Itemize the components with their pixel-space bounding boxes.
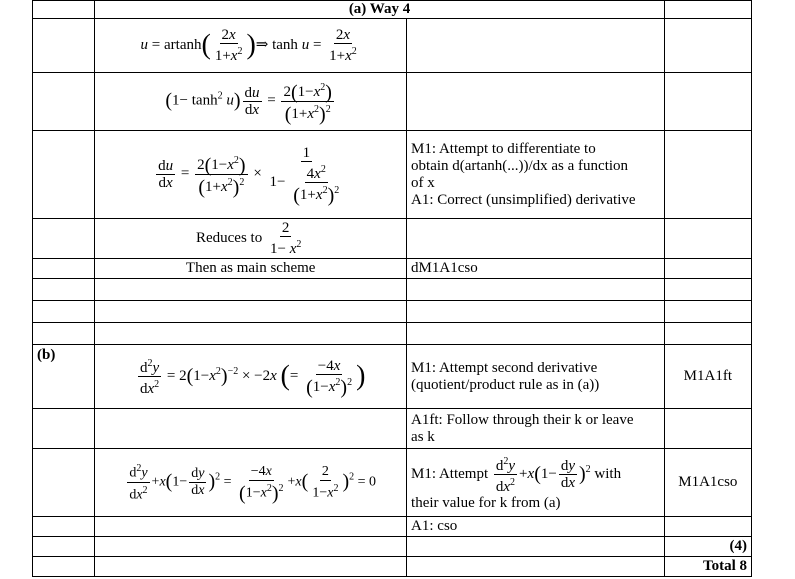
blank-cell (33, 323, 95, 345)
blank-cell (664, 259, 751, 279)
blank-cell (407, 557, 665, 577)
guidance-notes (407, 131, 665, 219)
blank-cell (407, 301, 665, 323)
blank-cell (407, 537, 665, 557)
blank-cell (33, 73, 95, 131)
blank-cell (33, 219, 95, 259)
note-line: obtain d(artanh(...))/dx as a function (411, 157, 629, 174)
blank-cell (664, 19, 751, 73)
guidance-notes: M1: Attempt $\frac{d^2y}{dx^2}$ +x(1− $\frac{dy}{dx}$ )$^2$ with their value for k from (a) (407, 449, 665, 517)
working-reduces: Reduces to $\frac{2}{1- x^2}$ (95, 219, 407, 259)
blank-cell (95, 323, 407, 345)
mark-allocation: M1A1cso (664, 449, 751, 517)
blank-cell (95, 537, 407, 557)
note-line: of x (411, 174, 435, 191)
blank-cell (664, 1, 751, 19)
working-second-derivative: $\frac{d^2y}{dx^2}$ = $2(1-x^2)^{-2} \times -2x$ (= $\frac{-4x}{(1-x^2)^2}$ ) (95, 345, 407, 409)
blank-cell (664, 517, 751, 537)
blank-cell (33, 409, 95, 449)
blank-cell (407, 19, 665, 73)
marks-total: Total 8 (664, 557, 751, 577)
working-artanh-definition: u = artanh( $\frac{2x}{1+x^2}$ )⇒ tanh u = $\frac{2x}{1+x^2}$ (95, 19, 407, 73)
blank-cell (664, 279, 751, 301)
blank-cell (664, 73, 751, 131)
blank-cell (33, 517, 95, 537)
note-line: A1: Correct (unsimplified) derivative (411, 191, 636, 208)
working-du-dx: $\frac{du}{dx}$ = $\frac{2(1-x^2)}{(1+x^2)^2}$ × 1 1− $\frac{4x^2}{(1+x^2)^2}$ (95, 131, 407, 219)
blank-cell (33, 19, 95, 73)
blank-cell (664, 219, 751, 259)
blank-cell (95, 409, 407, 449)
blank-cell (407, 279, 665, 301)
blank-cell (407, 323, 665, 345)
blank-cell (95, 517, 407, 537)
blank-cell (407, 219, 665, 259)
note-line: A1ft: Follow through their k or leave (411, 411, 634, 428)
note-prefix: M1: Attempt (411, 465, 489, 482)
blank-cell (33, 259, 95, 279)
mark-scheme-table (32, 0, 752, 577)
blank-cell (33, 449, 95, 517)
blank-cell (664, 131, 751, 219)
guidance-notes (407, 409, 665, 449)
section-heading: (a) Way 4 (95, 1, 664, 19)
working-substitution: $\frac{d^2y}{dx^2}$ +x(1− $\frac{dy}{dx}$ )$^2$ = $\frac{-4x}{(1-x^2)^2}$ +x( $\frac{2}{1-x^2}$ )$^2$ = 0 (95, 449, 407, 517)
guidance-note: dM1A1cso (407, 259, 665, 279)
note-suffix: with (594, 465, 622, 482)
blank-cell (664, 409, 751, 449)
note-line: M1: Attempt second derivative (411, 359, 598, 376)
blank-cell (33, 301, 95, 323)
blank-cell (33, 131, 95, 219)
reduces-label: Reduces to (195, 229, 263, 246)
blank-cell (95, 301, 407, 323)
blank-cell (95, 557, 407, 577)
guidance-note: A1: cso (407, 517, 665, 537)
marks-subtotal: (4) (664, 537, 751, 557)
blank-cell (664, 323, 751, 345)
working-implicit-derivative: $(1- \tanh^2 u)$ $\frac{du}{dx}$ = $\frac{2(1-x^2)}{(1+x^2)^2}$ (95, 73, 407, 131)
blank-cell (664, 301, 751, 323)
note-line: (quotient/product rule as in (a)) (411, 376, 600, 393)
blank-cell (33, 1, 95, 19)
part-label: (b) (33, 345, 95, 409)
blank-cell (33, 557, 95, 577)
blank-cell (95, 279, 407, 301)
note-line: their value for k from (a) (411, 494, 561, 511)
blank-cell (33, 279, 95, 301)
note-line: as k (411, 428, 435, 445)
blank-cell (33, 537, 95, 557)
note-line: M1: Attempt to differentiate to (411, 140, 596, 157)
main-scheme-text: Then as main scheme (95, 259, 407, 279)
mark-allocation: M1A1ft (664, 345, 751, 409)
blank-cell (407, 73, 665, 131)
guidance-notes (407, 345, 665, 409)
